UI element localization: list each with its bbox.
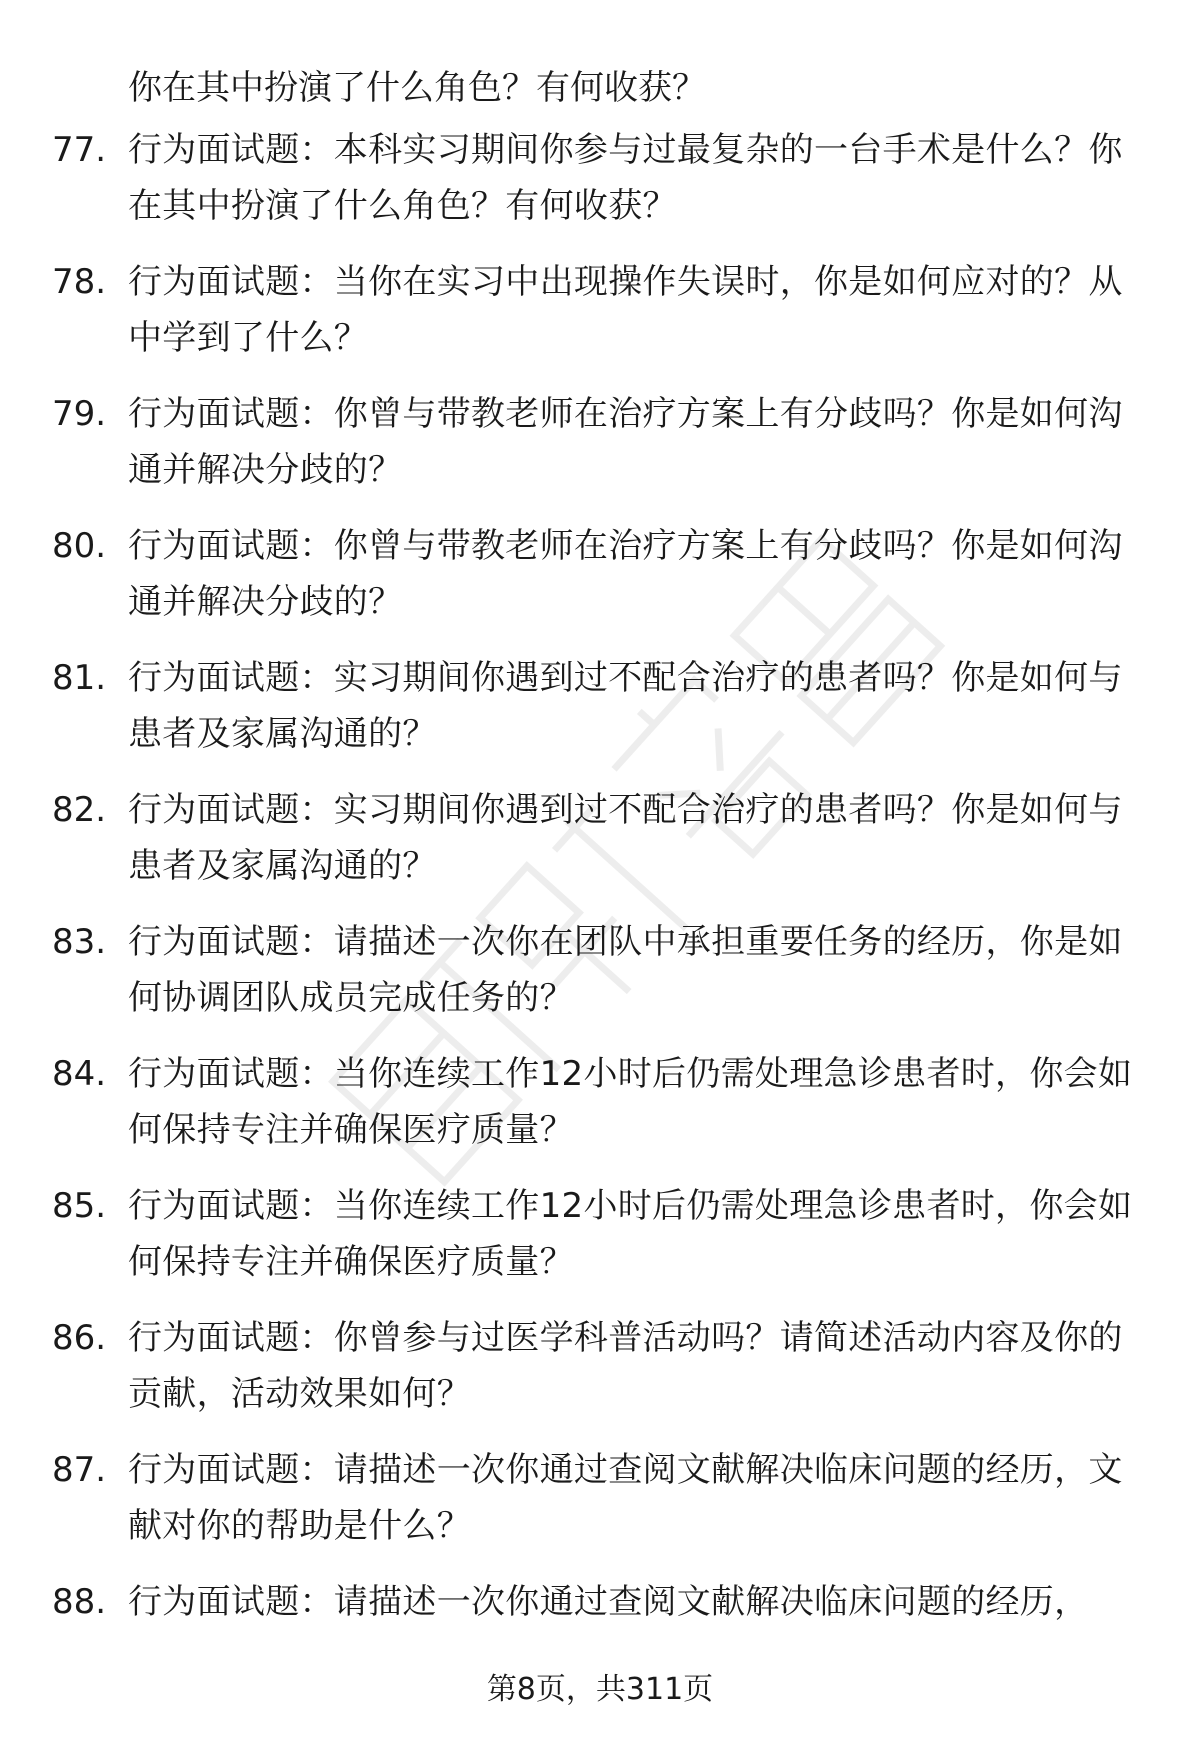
question-text: 行为面试题：请描述一次你通过查阅文献解决临床问题的经历， [128,1582,1089,1622]
question-item [0,1178,1200,1310]
question-item [0,518,1200,650]
question-text: 行为面试题：实习期间你遇到过不配合治疗的患者吗？你是如何与患者及家属沟通的？ [128,790,1123,886]
question-text: 行为面试题：当你在实习中出现操作失误时，你是如何应对的？从中学到了什么？ [128,262,1123,358]
question-item [0,1046,1200,1178]
question-item [0,122,1200,254]
question-text: 行为面试题：当你连续工作12小时后仍需处理急诊患者时，你会如何保持专注并确保医疗质量？ [128,1054,1133,1150]
question-number: 85. [52,1186,107,1226]
page-footer: 第8页，共311页 [486,1672,714,1707]
question-number: 83. [52,922,107,962]
question-number: 86. [52,1318,107,1358]
question-text: 行为面试题：实习期间你遇到过不配合治疗的患者吗？你是如何与患者及家属沟通的？ [128,658,1123,754]
question-number: 78. [52,262,107,302]
question-item [0,254,1200,386]
question-number: 79. [52,394,107,434]
question-text: 行为面试题：你曾与带教老师在治疗方案上有分歧吗？你是如何沟通并解决分歧的？ [128,526,1123,622]
question-number: 84. [52,1054,107,1094]
question-number: 82. [52,790,107,830]
question-item [0,386,1200,518]
question-item [0,650,1200,782]
question-item [0,914,1200,1046]
question-number: 81. [52,658,107,698]
question-item [0,782,1200,914]
question-list [0,122,1200,1706]
question-text: 行为面试题：本科实习期间你参与过最复杂的一台手术是什么？你在其中扮演了什么角色？有何收获？ [128,130,1123,226]
question-number: 80. [52,526,107,566]
question-text: 行为面试题：请描述一次你通过查阅文献解决临床问题的经历，文献对你的帮助是什么？ [128,1450,1123,1546]
question-number: 77. [52,130,107,170]
question-number: 87. [52,1450,107,1490]
question-text: 行为面试题：当你连续工作12小时后仍需处理急诊患者时，你会如何保持专注并确保医疗质量？ [128,1186,1133,1282]
question-text: 行为面试题：请描述一次你在团队中承担重要任务的经历，你是如何协调团队成员完成任务的？ [128,922,1123,1018]
question-item [0,1310,1200,1442]
question-number: 88. [52,1582,107,1622]
question-text: 行为面试题：你曾与带教老师在治疗方案上有分歧吗？你是如何沟通并解决分歧的？ [128,394,1123,490]
continued-question-text: 你在其中扮演了什么角色？有何收获？ [128,68,706,108]
question-text: 行为面试题：你曾参与过医学科普活动吗？请简述活动内容及你的贡献，活动效果如何？ [128,1318,1123,1414]
question-item [0,1442,1200,1574]
